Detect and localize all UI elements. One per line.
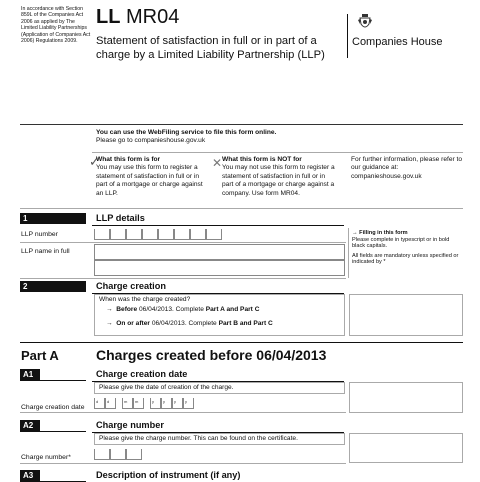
section-1-number: 1 (20, 213, 86, 224)
form-code (96, 6, 179, 28)
check-icon: ✓ (89, 154, 100, 169)
form-prefix: LL (96, 6, 121, 28)
llp-number-cell[interactable] (190, 229, 206, 240)
info-not-for-title: What this form is NOT for (222, 156, 302, 163)
llp-number-cell[interactable] (94, 229, 110, 240)
a1-instruction: Please give the date of creation of the charge. (99, 384, 234, 391)
llp-name-label: LLP name in full (21, 248, 70, 255)
a2-instruction: Please give the charge number. This can be found on the certificate. (99, 435, 298, 442)
charge-number-cell[interactable] (110, 449, 126, 460)
charge-number-label: Charge number* (21, 454, 71, 461)
date-cell-hint: d (96, 399, 99, 404)
llp-number-label: LLP number (21, 231, 58, 238)
filling-help-text-1: Please complete in typescript or in bold black capitals. (352, 236, 450, 250)
section-a2-number: A2 (20, 420, 40, 431)
charge-option-after: → On or after 06/04/2013. Complete Part B and Part C (106, 320, 273, 327)
date-cell-hint: y (163, 399, 165, 404)
date-cell-hint: y (174, 399, 176, 404)
date-cell-hint: y (185, 399, 187, 404)
date-cell-hint: m (124, 399, 128, 404)
info-for-text: You may use this form to register a statement of satisfaction in full or in part of a mortgage or charge against an LLP. (96, 164, 203, 197)
section-a3-number: A3 (20, 470, 40, 481)
cross-icon: ✕ (212, 156, 223, 170)
header-rule (20, 124, 463, 125)
date-cell-hint: d (107, 399, 110, 404)
royal-crest-icon (358, 14, 372, 35)
webfiling-box (96, 129, 276, 146)
filling-help-text-2: All fields are mandatory unless specified or indicated by * (352, 252, 459, 266)
form-number: MR04 (126, 6, 180, 28)
webfiling-rule (92, 152, 463, 153)
section-a3-title: Description of instrument (if any) (96, 470, 241, 480)
section-2-side-box (349, 294, 463, 336)
arrow-icon: → (106, 320, 113, 327)
llp-name-input-2[interactable] (94, 260, 345, 276)
section-2-title: Charge creation (96, 281, 166, 291)
arrow-icon: → (106, 306, 113, 313)
arrow-icon: → (352, 230, 360, 236)
brand-divider (347, 14, 348, 58)
info-not-for-text: You may not use this form to register a statement of satisfaction in full or in part of a mortgage or charge against a company. Use form MR04. (222, 164, 335, 197)
section-a1-number: A1 (20, 369, 40, 380)
charge-number-cell[interactable] (126, 449, 142, 460)
llp-number-cell[interactable] (174, 229, 190, 240)
section-a1-title: Charge creation date (96, 369, 188, 379)
charge-option-before: → Before 06/04/2013. Complete Part A and Part C (106, 306, 260, 313)
info-further: For further information, please refer to our guidance at: companieshouse.gov.uk (351, 156, 463, 180)
llp-number-cell[interactable] (158, 229, 174, 240)
webfiling-line1: You can use the WebFiling service to file this form online. (96, 129, 277, 136)
charge-creation-question: When was the charge created? (99, 296, 191, 303)
legal-note: In accordance with Section 859L of the Companies Act 2006 as applied by The Limited Liability Partnerships (Application of Companies Act 2006) Regulations 2009. (21, 6, 91, 45)
info-not-for (222, 156, 336, 198)
llp-number-cell[interactable] (110, 229, 126, 240)
charge-number-cell[interactable] (94, 449, 110, 460)
filling-help (352, 230, 462, 266)
info-for (96, 156, 206, 198)
date-cell-hint: m (135, 399, 139, 404)
charge-creation-date-label: Charge creation date (21, 404, 85, 411)
llp-number-cell[interactable] (142, 229, 158, 240)
info-for-title: What this form is for (96, 156, 161, 163)
part-a-label: Part A (21, 348, 59, 363)
date-cell-hint: y (152, 399, 154, 404)
llp-number-cell[interactable] (206, 229, 222, 240)
webfiling-line2[interactable]: Please go to companieshouse.gov.uk (96, 137, 206, 145)
section-a2-side-box (349, 433, 463, 463)
llp-name-input-1[interactable] (94, 244, 345, 260)
part-a-title: Charges created before 06/04/2013 (96, 347, 327, 363)
section-1-title: LLP details (96, 213, 145, 223)
section-2-number: 2 (20, 281, 86, 292)
section-a2-title: Charge number (96, 420, 164, 430)
section-a1-side-box (349, 382, 463, 413)
filling-help-title: → Filling in this form (352, 230, 408, 236)
llp-number-cell[interactable] (126, 229, 142, 240)
brand-name: Companies House (352, 36, 443, 48)
form-title: Statement of satisfaction in full or in part of a charge by a Limited Liability Partnership (LLP) (96, 35, 325, 61)
